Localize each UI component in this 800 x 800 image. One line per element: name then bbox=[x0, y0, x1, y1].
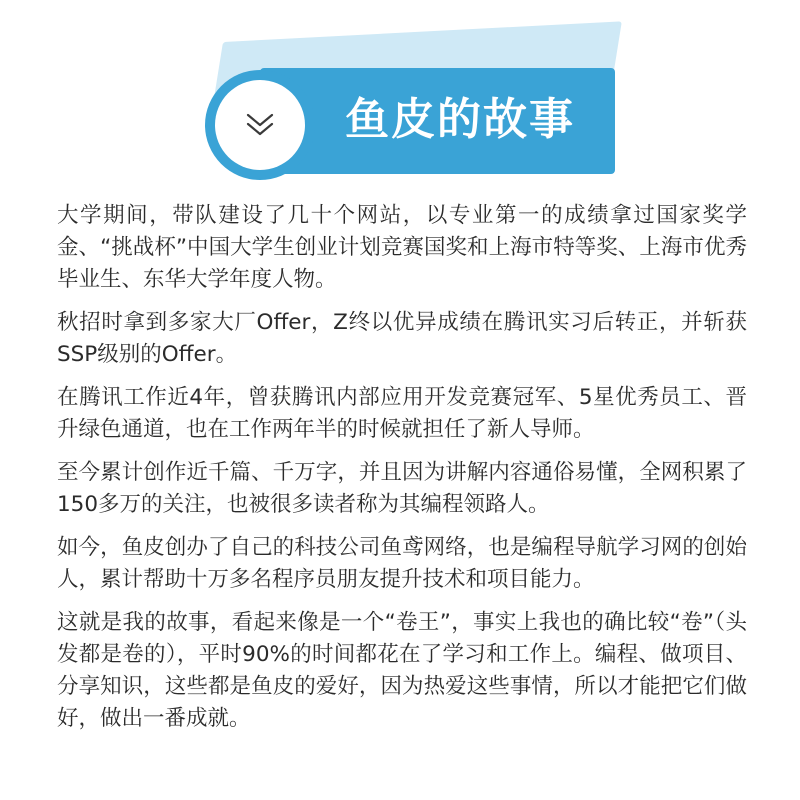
section-title: 鱼皮的故事 bbox=[345, 94, 575, 145]
badge-inner-circle bbox=[215, 80, 305, 170]
paragraph-content-creation: 至今累计创作近千篇、千万字，并且因为讲解内容通俗易懂，全网积累了150多万的关注，也被很多读者称为其编程领路人。 bbox=[57, 460, 747, 517]
section-header-banner bbox=[205, 30, 625, 190]
paragraph-summary: 这就是我的故事，看起来像是一个“卷王”，事实上我也的确比较“卷”（头发都是卷的），平时90%的时间都花在了学习和工作上。编程、做项目、分享知识，这些都是鱼皮的爱好，因为热爱这些事情，所以才能把它们做好，做出一番成就。 bbox=[57, 610, 747, 731]
paragraph-tencent-work: 在腾讯工作近4年，曾获腾讯内部应用开发竞赛冠军、5星优秀员工、晋升绿色通道，也在工作两年半的时候就担任了新人导师。 bbox=[57, 385, 747, 442]
paragraph-company: 如今，鱼皮创办了自己的科技公司鱼鸢网络，也是编程导航学习网的创始人，累计帮助十万多名程序员朋友提升技术和项目能力。 bbox=[57, 535, 747, 592]
paragraph-university: 大学期间，带队建设了几十个网站，以专业第一的成绩拿过国家奖学金、“挑战杯”中国大学生创业计划竞赛国奖和上海市特等奖、上海市优秀毕业生、东华大学年度人物。 bbox=[57, 203, 747, 292]
paragraph-job-offers: 秋招时拿到多家大厂Offer，Z终以优异成绩在腾讯实习后转正，并斩获SSP级别的Offer。 bbox=[57, 310, 747, 367]
badge-circle bbox=[205, 70, 315, 180]
story-content bbox=[57, 200, 747, 746]
double-chevron-down-icon bbox=[240, 105, 280, 145]
